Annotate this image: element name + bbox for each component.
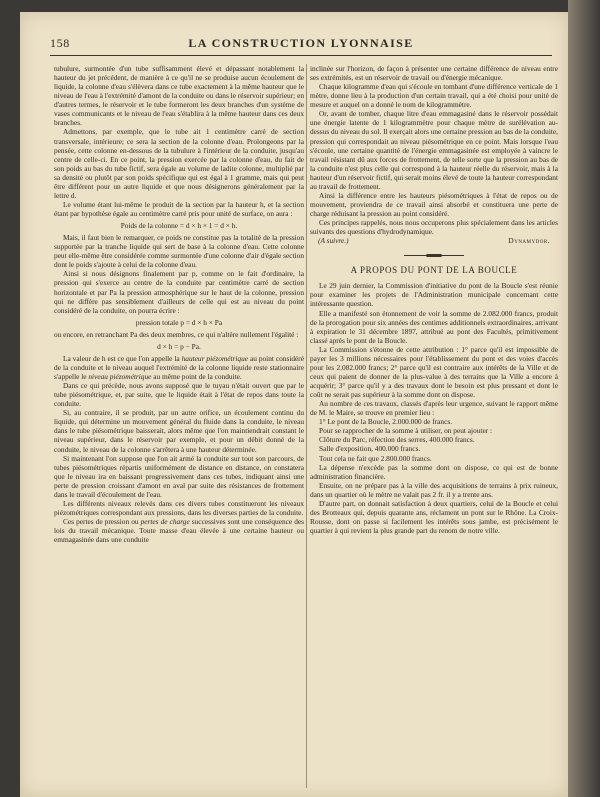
text-run: au même point de la conduite. — [151, 372, 242, 381]
article-signature — [310, 236, 558, 245]
paragraph: Le volume étant lui-même le produit de la section par la hauteur h, et la section étant par hypothèse égale au centimètre carré pris pour unité de surface, on aura : — [54, 199, 304, 218]
right-column — [310, 64, 558, 792]
paragraph: Les différents niveaux relevés dans ces divers tubes constitueront les niveaux piézométriques correspondant aux pressions, dans les diverses parties de la conduite. — [54, 498, 304, 517]
paragraph: Au nombre de ces travaux, classés d'après leur urgence, suivant le rapport même de M. le Maire, se trouve en premier lieu : — [310, 399, 558, 418]
book-spine — [568, 0, 600, 797]
emphasis: hauteur piézométrique — [181, 353, 249, 363]
list-item: Clôture du Parc, réfection des serres, 400.000 francs. — [319, 435, 475, 445]
text-run: au point considéré de la conduite et le niveau auquel l'extrémité de la colonne liquide reste stationnaire s'appelle le — [54, 353, 304, 381]
paragraph: La dépense n'excède pas la somme dont on dispose, ce qui est de bonne administration financière. — [310, 462, 558, 481]
paragraph: Admettons, par exemple, que le tube ait 1 centimètre carré de section transversale, intérieure; ce sera la section de la colonne d'eau. Prolongeons par la pensée, cette colonne en-dessous de la tubulure à l'intérieur de la conduite, jusqu'au centre de celle-ci. En ce point, la pression exercée par la colonne d'eau, du fait de son poids au bas du tube fictif, sera égale au volume de ladite colonne, multiplié par sa densité ou plutôt par son poids spécifique qui est égal à 1 gramme, mais qui peut être différent pour un autre liquide et que nous désignerons généralement par la lettre d. — [54, 127, 304, 200]
paragraph: La Commission s'étonne de cette attribution : 1° parce qu'il est impossible de payer les 3 millions nécessaires pour l'établissement du pont et des voies d'accès pour les 2.082.000 francs; 2° parce qu'il est contraire aux intérêts de la Ville et de ceux qui paient de donner de la plus-value à des terrains que la Ville a encore à acquérir; 3° parce qu'il y a des travaux dont le besoin est plus pressant et dont le coût ne serait pas supérieur à la somme dont on dispose. — [310, 344, 558, 400]
text-run: successives sont une conséquence des lois du travail mécanique. Toute masse d'eau élevée à une certaine hauteur ou emmagasinée dans une conduite — [54, 517, 304, 545]
paragraph: Dans ce qui précède, nous avons supposé que le tuyau n'était ouvert que par le tube piésométrique, et, par suite, que le liquide était à l'état de repos dans toute la conduite. — [54, 381, 304, 409]
list-item: 1° Le pont de la Boucle, 2.000.000 de francs. — [319, 417, 453, 427]
formula: Poids de la colonne = d × h × 1 = d × h. — [120, 221, 238, 231]
paragraph: Ainsi si nous désignons finalement par p, comme on le fait d'ordinaire, la pression qui s'exerce au centre de la conduite par centimètre carré de section horizontale et par Pa la pression atmosphérique sur le haut de la colonne, pression qui ne diffère pas sensiblement d'ailleurs de celle qui est au niveau du point considéré de la conduite, on pourra écrire : — [54, 269, 304, 315]
paragraph: Elle a manifesté son étonnement de voir la somme de 2.082.000 francs, produit de la prorogation pour six années des centimes additionnels extraordinaires, arrivant à expiration le 31 décembre 1897, attribué au pont des Facultés, primitivement classé après le pont de la Boucle. — [310, 308, 558, 345]
paragraph — [54, 354, 304, 381]
paragraph: ou encore, en retranchant Pa des deux membres, ce qui n'altère nullement l'égalité : — [54, 329, 299, 339]
journal-title: LA CONSTRUCTION LYONNAISE — [188, 36, 414, 50]
header-rule — [50, 55, 552, 56]
paragraph: D'autre part, on donnait satisfaction à deux quartiers, celui de la Boucle et celui des Brotteaux qui, depuis quarante ans, réclament un pont sur le Rhône. La Croix-Rousse, dont on passe si facilement les intérêts sous jambe, est précisément le quartier à qui revient la plus grande part du renom de notre ville. — [310, 498, 558, 535]
paragraph: Si, au contraire, il se produit, par un autre orifice, un écoulement continu du liquide, qui détermine un mouvement général du fluide dans la conduite, le niveau dans le tube piésométrique baisserait, alors même que l'on maintiendrait constant le niveau supérieur, dans le réservoir par exemple, et pour un débit donné de la conduite, le niveau de la colonne s'arrêtera à une hauteur déterminée. — [54, 408, 304, 454]
section-separator — [404, 255, 464, 256]
paragraph: tubulure, surmontée d'un tube suffisamment élevé et dépassant notablement la hauteur du jet précédent, de manière à ce qu'il ne se produise aucun écoulement de liquide, la colonne d'eau s'élèvera dans ce tube exactement à la même hauteur que le niveau de l'eau à l'extrémité d'amont de la conduite ou dans le réservoir supérieur; en d'autres termes, le réservoir et le tube formeront les deux branches d'un système de vases communicants et le niveau de l'eau s'établira à la même hauteur dans ces deux branches. — [54, 64, 304, 128]
emphasis: niveau piézométrique — [88, 372, 152, 381]
page-number: 158 — [50, 36, 70, 50]
paragraph: Ensuite, on ne prépare pas à la ville des acquisitions de terrains à prix ruineux, dans un quartier où le mètre ne valait pas 2 fr. il y a trente ans. — [310, 480, 558, 499]
text-run: Ces pertes de pression ou — [63, 517, 141, 526]
paragraph: Chaque kilogramme d'eau qui s'écoule en tombant d'une différence verticale de 1 mètre, donne lieu à la production d'un certain travail, qui a été choisi pour unité de mesure et auquel on a donné le nom de kilogrammètre. — [310, 82, 558, 110]
paragraph: Ainsi la différence entre les hauteurs piésométriques à l'état de repos ou de mouvement, proviendra de ce travail ainsi absorbé et constituera une perte de charge réduisant la pression au point considéré. — [310, 190, 558, 218]
text-run: La valeur de h est ce que l'on appelle la — [63, 353, 182, 363]
article-title: A PROPOS DU PONT DE LA BOUCLE — [350, 265, 518, 276]
page-header — [50, 36, 552, 52]
author-name: Dynamydor. — [508, 236, 550, 246]
formula: d × h = p − Pa. — [157, 341, 201, 351]
emphasis: pertes de charge — [140, 517, 190, 526]
left-column — [54, 64, 304, 792]
paragraph: Mais, il faut bien le remarquer, ce poids ne constitue pas la totalité de la pression supportée par la tranche liquide qui sert de base à la colonne d'eau. Cette colonne peut elle-même être considérée comme surmontée d'une colonne d'air d'égale section dont le poids s'ajoute à celui de la colonne d'eau. — [54, 233, 304, 270]
paragraph: Or, avant de tomber, chaque litre d'eau emmagasiné dans le réservoir possédait une énergie latente de 1 kilogrammètre pour chaque mètre de surélévation au-dessus du niveau du sol. Il exerçait alors une certaine pression au bas de la conduite, pression qui correspondait au niveau piésométrique en ce point. Mais lorsque l'eau s'écoule, une certaine quantité de l'énergie emmagasinée est employée à vaincre le travail résistant dû aux forces de frottement, de telle sorte que la pression au bas de la conduite n'est plus celle qui correspond à la hauteur réelle du réservoir, mais à la hauteur d'un réservoir fictif, qui serait moins élevé de toute la hauteur correspondant au travail de frottement. — [310, 109, 558, 191]
list-item: Pour se rapprocher de la somme à utiliser, on peut ajouter : — [319, 426, 493, 436]
paragraph: inclinée sur l'horizon, de façon à présenter une certaine différence de niveau entre ses extrémités, est un réservoir de travail ou d'énergie mécanique. — [310, 64, 558, 83]
list-item: Tout cela ne fait que 2.800.000 francs. — [319, 453, 432, 463]
paragraph: Le 29 juin dernier, la Commission d'initiative du pont de la Boucle s'est réunie pour examiner les projets de l'Administration municipale concernant cette intéressante question. — [310, 281, 558, 309]
to-be-continued: (A suivre.) — [318, 236, 349, 246]
paragraph: Ces principes rappelés, nous nous occuperons plus spécialement dans les articles suivants des questions d'hydrodynamique. — [310, 218, 558, 237]
list-item: Salle d'exposition, 400.000 francs. — [319, 444, 421, 454]
paragraph — [54, 517, 304, 544]
newspaper-page — [20, 12, 568, 797]
paragraph: Si maintenant l'on suppose que l'on ait armé la conduite sur tout son parcours, de tubes piésométriques répartis uniformément de distance en distance, on constatera que le niveau ira en baissant progressivement dans ces tubes, indiquant ainsi une perte de pression croissant d'amont en aval par suite des résistances de frottement dans le travail d'écoulement de l'eau. — [54, 453, 304, 499]
formula: pression totale p = d × h × Pa — [135, 317, 223, 327]
column-divider — [306, 64, 307, 788]
